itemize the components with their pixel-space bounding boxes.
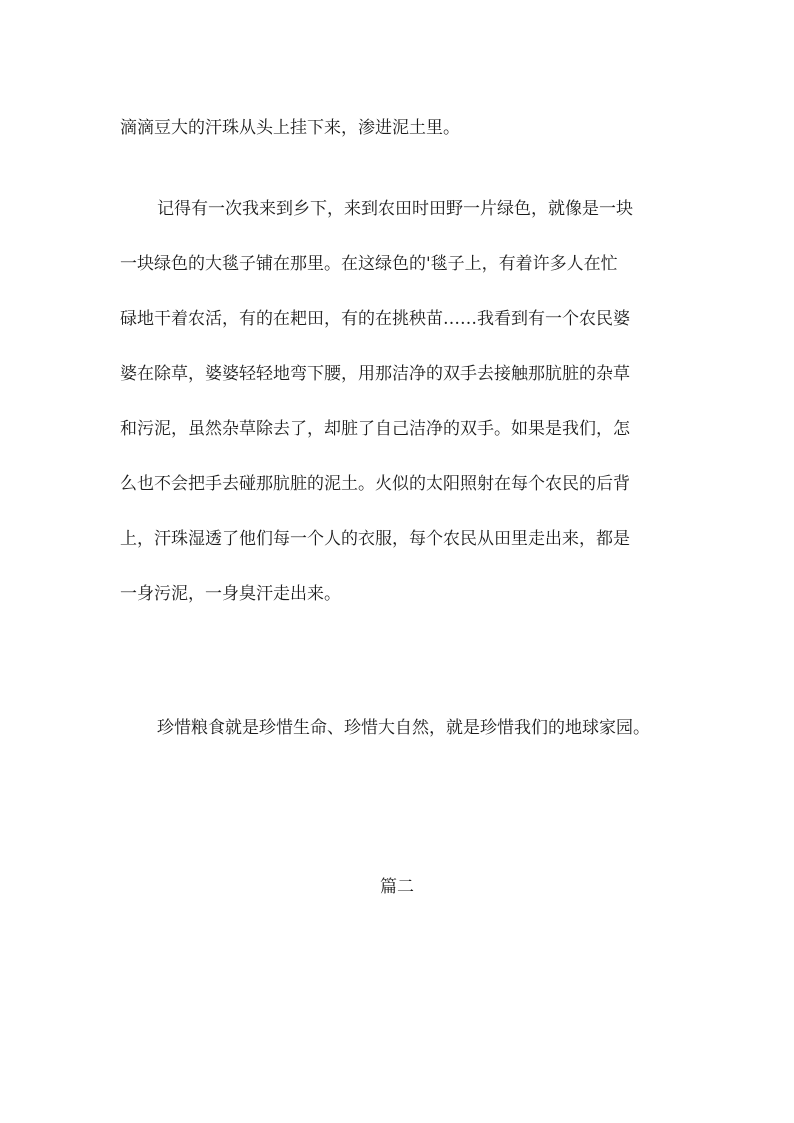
- paragraph-2-line-5: 和污泥，虽然杂草除去了，却脏了自己洁净的双手。如果是我们，怎: [120, 419, 630, 439]
- paragraph-2-line-4: 婆在除草，婆婆轻轻地弯下腰，用那洁净的双手去接触那肮脏的杂草: [120, 364, 630, 384]
- paragraph-2-line-3: 碌地干着农活，有的在耙田，有的在挑秧苗……我看到有一个农民婆: [120, 309, 630, 329]
- paragraph-3-line-1: 珍惜粮食就是珍惜生命、珍惜大自然，就是珍惜我们的地球家园。: [157, 718, 650, 738]
- paragraph-2-line-1: 记得有一次我来到乡下，来到农田时田野一片绿色，就像是一块: [157, 199, 633, 219]
- section-heading: 篇二: [380, 877, 414, 897]
- paragraph-2-line-7: 上，汗珠湿透了他们每一个人的衣服，每个农民从田里走出来，都是: [120, 529, 630, 549]
- paragraph-2-line-8: 一身污泥，一身臭汗走出来。: [120, 584, 341, 604]
- paragraph-2-line-2: 一块绿色的大毯子铺在那里。在这绿色的'毯子上，有着许多人在忙: [120, 254, 618, 274]
- paragraph-2-line-6: 么也不会把手去碰那肮脏的泥土。火似的太阳照射在每个农民的后背: [120, 474, 630, 494]
- paragraph-1-line-1: 滴滴豆大的汗珠从头上挂下来，渗进泥土里。: [120, 118, 460, 138]
